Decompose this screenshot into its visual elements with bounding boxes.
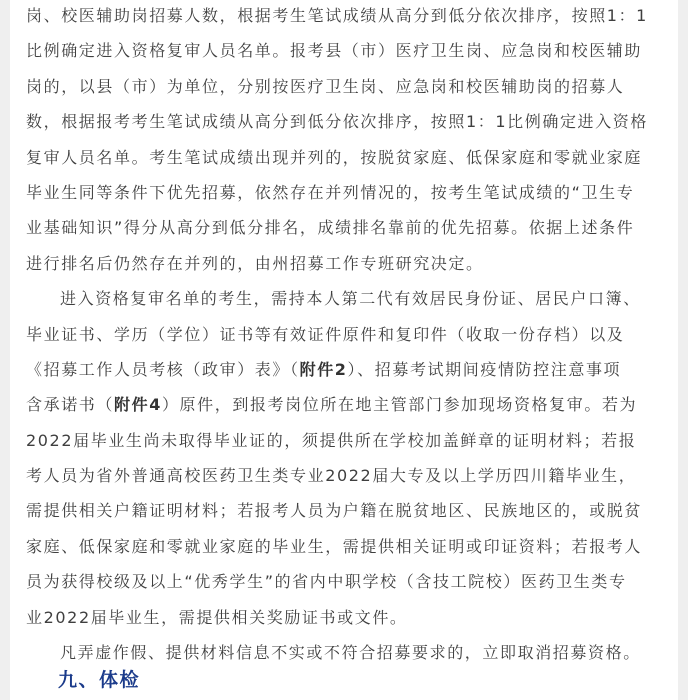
attachment-4-label: 附件4 <box>114 395 162 415</box>
text-line: 业基础知识”得分从高分到低分排名，成绩排名靠前的优先招募。依据上述条件 <box>26 218 635 238</box>
text-line: 2022届毕业生尚未取得毕业证的，须提供所在学校加盖鲜章的证明材料；若报 <box>26 430 637 450</box>
text-segment: 含承诺书（ <box>26 395 115 415</box>
text-segment: 《招募工作人员考核（政审）表》（ <box>26 359 300 379</box>
text-line: 进行排名后仍然存在并列的，由州招募工作专班研究决定。 <box>26 253 484 273</box>
text-line <box>26 387 662 422</box>
article-body <box>26 0 662 670</box>
attachment-2-label: 附件2 <box>299 359 348 379</box>
indent-text: 凡弄虚作假、提供材料信息不实或不符合招募要求的，立即取消招募资格。 <box>60 643 641 663</box>
text-line: 毕业证书、学历（学位）证书等有效证件原件和复印件（收取一份存档）以及 <box>26 324 625 344</box>
text-line: 毕业生同等条件下优先招募，依然存在并列情况的，按考生笔试成绩的“卫生专 <box>26 182 635 202</box>
text-line: 岗、校医辅助岗招募人数，根据考生笔试成绩从高分到低分依次排序，按照1：1 <box>26 6 648 25</box>
text-line: 数，根据报考考生笔试成绩从高分到低分依次排序，按照1：1比例确定进入资格 <box>26 112 648 132</box>
text-line: 考人员为省外普通高校医药卫生类专业2022届大专及以上学历四川籍毕业生， <box>26 466 637 486</box>
paragraph-ranking-rules <box>26 0 662 281</box>
text-line <box>26 352 662 387</box>
paragraph-qualification-review <box>26 281 662 635</box>
text-line: 比例确定进入资格复审人员名单。报考县（市）医疗卫生岗、应急岗和校医辅助 <box>26 41 643 61</box>
indent-text: 进入资格复审名单的考生，需持本人第二代有效居民身份证、居民户口簿、 <box>60 289 641 309</box>
text-line: 员为获得校级及以上“优秀学生”的省内中职学校（含技工院校）医药卫生类专 <box>26 572 627 592</box>
text-line: 岗的，以县（市）为单位，分别按医疗卫生岗、应急岗和校医辅助岗的招募人 <box>26 76 625 96</box>
text-line: 家庭、低保家庭和零就业家庭的毕业生，需提供相关证明或印证资料；若报考人 <box>26 536 643 556</box>
section-heading: 九、体检 <box>58 669 141 691</box>
text-segment: ）、招募考试期间疫情防控注意事项 <box>347 359 622 379</box>
text-line: 复审人员名单。考生笔试成绩出现并列的，按脱贫家庭、低保家庭和零就业家庭 <box>26 147 643 167</box>
text-segment: ）原件，到报考岗位所在地主管部门参加现场资格复审。若为 <box>161 395 638 415</box>
text-line: 需提供相关户籍证明材料；若报考人员为户籍在脱贫地区、民族地区的，或脱贫 <box>26 501 643 521</box>
text-line: 业2022届毕业生，需提供相关奖励证书或文件。 <box>26 607 408 627</box>
text-line <box>26 281 662 316</box>
